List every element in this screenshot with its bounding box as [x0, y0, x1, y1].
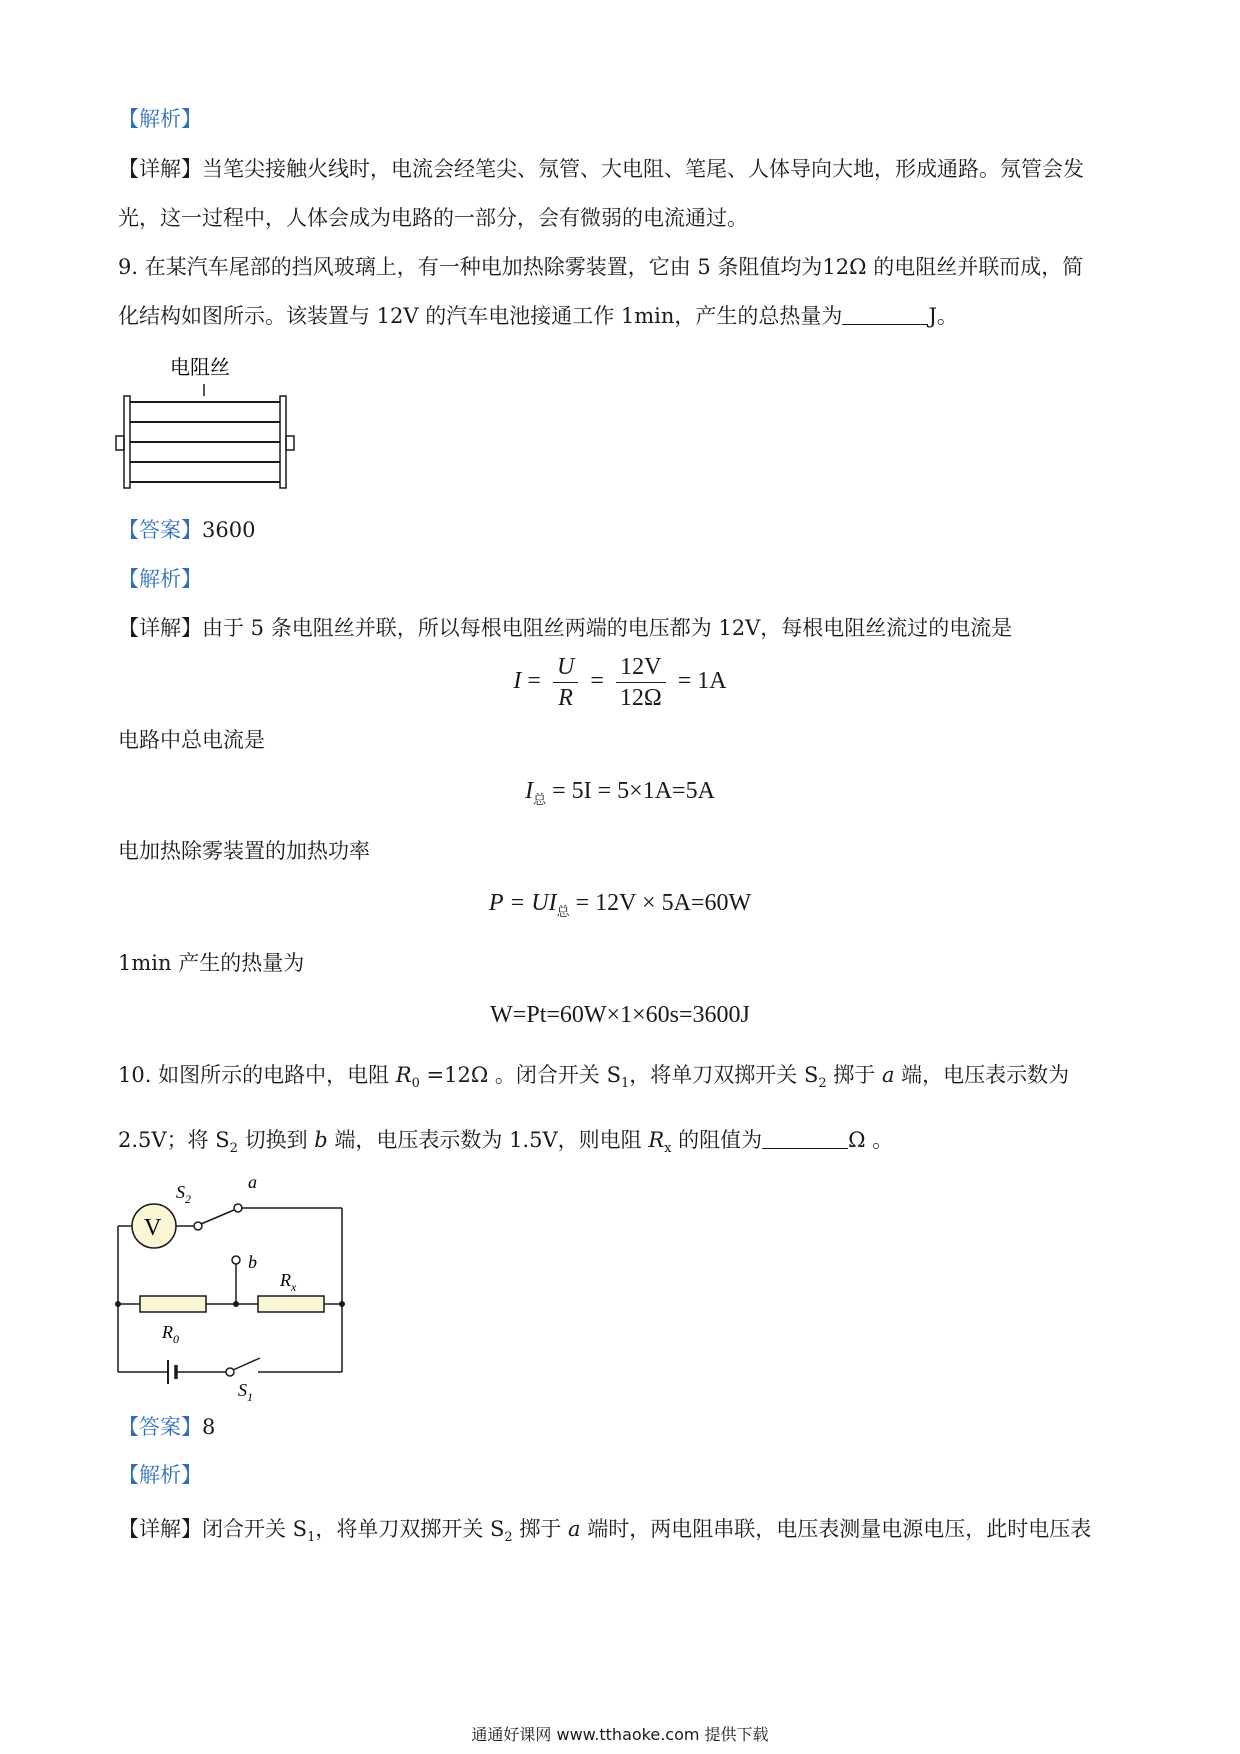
text-total-current [118, 725, 1128, 755]
text-power [118, 836, 1128, 866]
subscript: x [664, 1141, 672, 1157]
resistor-r0 [140, 1296, 206, 1312]
subscript: 0 [411, 1076, 420, 1092]
jiexi-label: 【解析】 [118, 1463, 202, 1487]
detail-text: 当笔尖接触火线时，电流会经笔尖、氖管、大电阻、笔尾、人体导向大地，形成通路。氖管会发 [202, 157, 1084, 181]
detail-text: 掷于 [512, 1517, 569, 1541]
s2-label: $S_2$ [176, 1182, 191, 1206]
answer-label: 【答案】 [118, 1415, 202, 1439]
eq-text: W=Pt=60W×1×60s=3600J [490, 1002, 750, 1028]
problem10-text: ，将单刀双掷开关 S [629, 1063, 819, 1087]
detail-label: 【详解】 [118, 157, 202, 181]
eq-subscript: 总 [533, 791, 547, 807]
s1-label: $S_1$ [238, 1380, 253, 1402]
numerator: U [553, 652, 578, 683]
eq-rhs: = 5I = 5×1A=5A [546, 778, 715, 804]
problem10-text: 端，电压表示数为 [894, 1063, 1070, 1087]
detail-label: 【详解】 [118, 616, 202, 640]
problem9-text: 9. 在某汽车尾部的挡风玻璃上，有一种电加热除雾装置，它由 5 条阻值均为12Ω 的电阻丝并联而成，简 [118, 255, 1084, 279]
eq-sign: = [584, 668, 610, 695]
problem9-line-1 [118, 252, 1128, 282]
terminal-a-label: a [248, 1172, 257, 1192]
eq-sign: = [521, 668, 547, 695]
answer-value: 3600 [202, 518, 256, 542]
equation-total-current [0, 778, 1240, 808]
rx-label: $R_x$ [280, 1270, 297, 1294]
equation-heat [0, 1002, 1240, 1029]
right-terminal [286, 436, 294, 450]
problem10-line-1 [118, 1060, 1128, 1099]
detail-text: 端时，两电阻串联，电压表测量电源电压，此时电压表 [580, 1517, 1092, 1541]
problem10-text: 端，电压表示数为 1.5V，则电阻 [327, 1128, 649, 1152]
text-heat [118, 948, 1128, 978]
detail-text: 由于 5 条电阻丝并联，所以每根电阻丝两端的电压都为 12V，每根电阻丝流过的电流是 [202, 616, 1013, 640]
problem10-text: 切换到 [237, 1128, 315, 1152]
eq-result: = 1A [671, 668, 727, 695]
denominator: 12Ω [619, 685, 662, 711]
problem9-detail-line-1 [118, 613, 1128, 643]
heating-wire-figure [112, 352, 312, 492]
page-footer: 通通好课网 www.tthaoke.com 提供下载 [471, 1725, 769, 1744]
right-electrode [280, 396, 286, 488]
answer-value: 8 [202, 1415, 216, 1439]
eq-symbol: I [513, 668, 522, 695]
problem10-text: 的阻值为 [671, 1128, 763, 1152]
symbol-r: R [648, 1128, 665, 1152]
fraction-values [616, 652, 666, 713]
problem10-line-2 [118, 1125, 1128, 1164]
problem10-jiexi [118, 1460, 1128, 1490]
problem9-line-2 [118, 301, 1128, 331]
equation-current [0, 652, 1240, 713]
prev-detail-line-2 [118, 203, 1128, 233]
left-electrode [124, 396, 130, 488]
unit-text: Ω 。 [848, 1128, 894, 1152]
circuit-diagram [108, 1172, 368, 1402]
body-text: 电加热除雾装置的加热功率 [118, 839, 370, 863]
detail-text: 光，这一过程中，人体会成为电路的一部分，会有微弱的电流通过。 [118, 206, 748, 230]
problem9-text: 化结构如图所示。该装置与 12V 的汽车电池接通工作 1min，产生的总热量为 [118, 304, 843, 328]
terminal-b-node [232, 1256, 240, 1264]
equation-power [0, 890, 1240, 920]
eq-symbol: I [525, 778, 534, 804]
problem9-answer [118, 515, 1128, 545]
terminal-a-node [234, 1204, 242, 1212]
problem9-jiexi [118, 564, 1128, 594]
switch-s2-blade [201, 1210, 234, 1224]
problem10-detail-line-1 [118, 1514, 1128, 1553]
junction-right [339, 1301, 345, 1307]
terminal-b-label: b [248, 1252, 257, 1272]
subscript: 1 [620, 1076, 630, 1092]
fraction-u-over-r [553, 652, 578, 713]
terminal-b: b [314, 1128, 328, 1152]
problem10-text: 2.5V；将 S [118, 1128, 230, 1152]
eq-symbol: P = UI [488, 890, 557, 916]
figure-label: 电阻丝 [170, 357, 230, 379]
body-text: 1min 产生的热量为 [118, 951, 305, 975]
subscript: 2 [818, 1076, 827, 1092]
eq-subscript: 总 [556, 903, 570, 919]
numerator: 12V [616, 652, 666, 683]
switch-s2-pivot [194, 1222, 202, 1230]
detail-text: 闭合开关 S [202, 1517, 308, 1541]
voltmeter-label: V [144, 1215, 162, 1241]
body-text: 电路中总电流是 [118, 728, 265, 752]
denominator: R [558, 685, 573, 711]
switch-s1-blade [233, 1358, 260, 1370]
eq-rhs: = 12V × 5A=60W [569, 890, 752, 916]
symbol-r: R [395, 1063, 412, 1087]
r0-label: $R_0$ [162, 1322, 179, 1346]
junction-middle [233, 1301, 239, 1307]
detail-text: ，将单刀双掷开关 S [315, 1517, 505, 1541]
jiexi-label: 【解析】 [118, 107, 202, 131]
problem10-text: 掷于 [826, 1063, 882, 1087]
resistor-rx [258, 1296, 324, 1312]
answer-blank [842, 304, 928, 325]
answer-blank [762, 1128, 848, 1149]
prev-detail-line-1 [118, 154, 1128, 184]
problem10-text: =12Ω 。闭合开关 S [419, 1063, 621, 1087]
problem10-answer [118, 1412, 1128, 1442]
prev-jiexi-heading [118, 104, 1128, 134]
switch-s1-pivot [226, 1368, 234, 1376]
terminal-a: a [568, 1517, 581, 1541]
subscript: 1 [307, 1530, 316, 1546]
subscript: 2 [229, 1141, 238, 1157]
detail-label: 【详解】 [118, 1517, 202, 1541]
problem10-text: 10. 如图所示的电路中，电阻 [118, 1063, 396, 1087]
answer-label: 【答案】 [118, 518, 202, 542]
jiexi-label: 【解析】 [118, 567, 202, 591]
subscript: 2 [504, 1530, 513, 1546]
left-terminal [116, 436, 124, 450]
terminal-a: a [881, 1063, 895, 1087]
unit-text: J。 [928, 304, 958, 328]
